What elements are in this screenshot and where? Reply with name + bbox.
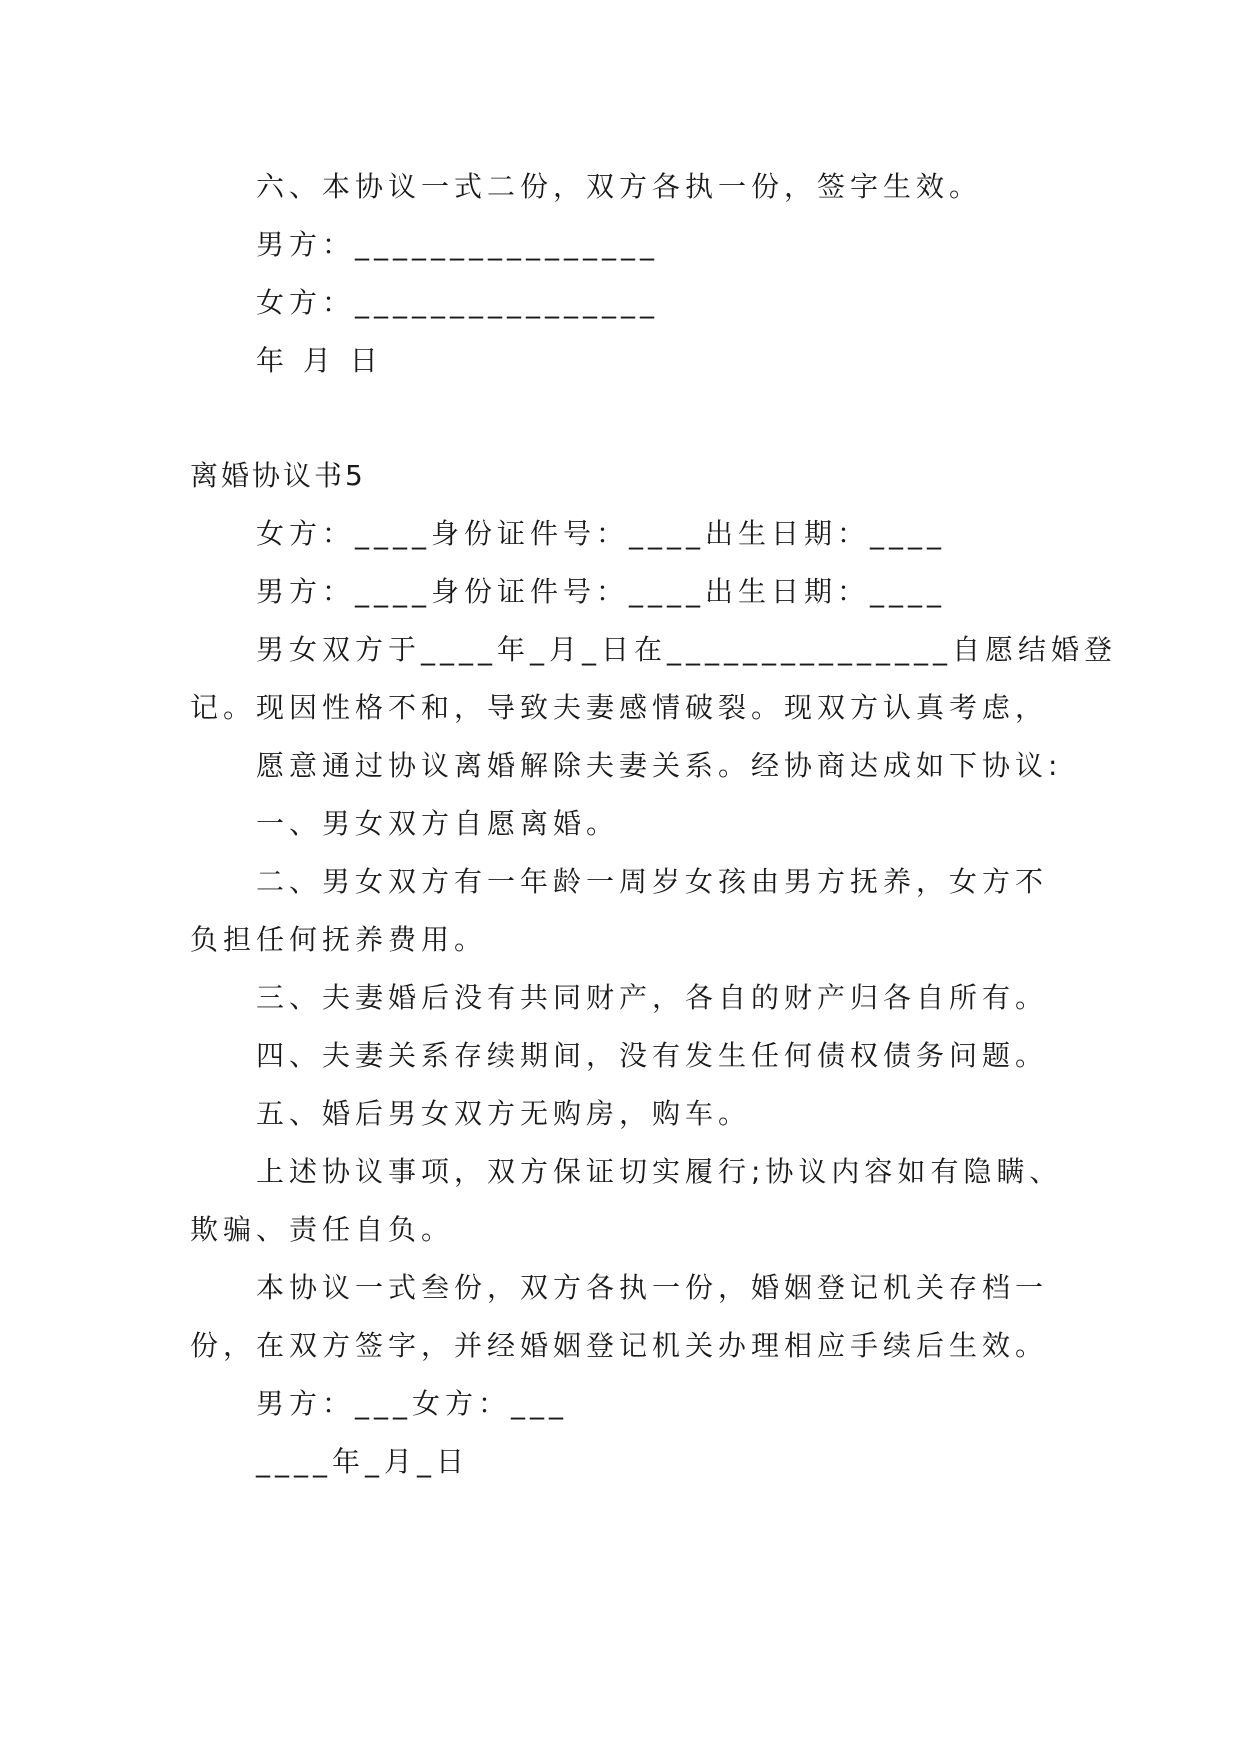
female-info-line: 女方：____身份证件号：____出生日期：____ <box>256 517 947 550</box>
female-signature-line: 女方：________________ <box>256 286 660 319</box>
section-title: 离婚协议书5 <box>190 459 366 492</box>
clause-one: 一、男女双方自愿离婚。 <box>256 807 620 840</box>
clause-two-line-2: 负担任何抚养费用。 <box>190 923 488 956</box>
date-line: 年 月 日 <box>256 344 383 377</box>
male-signature-line: 男方：________________ <box>256 228 660 261</box>
intro-line-3: 愿意通过协议离婚解除夫妻关系。经协商达成如下协议: <box>256 749 1063 782</box>
intro-line-1: 男女双方于____年_月_日在_______________自愿结婚登 <box>256 633 1118 666</box>
clause-two-line-1: 二、男女双方有一年龄一周岁女孩由男方抚养，女方不 <box>256 865 1049 898</box>
signatures-line: 男方：___女方：___ <box>256 1387 569 1420</box>
clause-four: 四、夫妻关系存续期间，没有发生任何债权债务问题。 <box>256 1039 1049 1072</box>
intro-line-2: 记。现因性格不和，导致夫妻感情破裂。现双方认真考虑， <box>190 691 1049 724</box>
clause-six: 六、本协议一式二份，双方各执一份，签字生效。 <box>256 170 983 203</box>
male-info-line: 男方：____身份证件号：____出生日期：____ <box>256 575 947 608</box>
clause-five: 五、婚后男女双方无购房，购车。 <box>256 1097 752 1130</box>
copies-line-1: 本协议一式叁份，双方各执一份，婚姻登记机关存档一 <box>256 1271 1049 1304</box>
clause-three: 三、夫妻婚后没有共同财产，各自的财产归各自所有。 <box>256 981 1049 1014</box>
guarantee-line-1: 上述协议事项，双方保证切实履行;协议内容如有隐瞒、 <box>256 1155 1063 1188</box>
guarantee-line-2: 欺骗、责任自负。 <box>190 1213 455 1246</box>
copies-line-2: 份，在双方签字，并经婚姻登记机关办理相应手续后生效。 <box>190 1329 1049 1362</box>
final-date-line: ____年_月_日 <box>256 1445 470 1478</box>
